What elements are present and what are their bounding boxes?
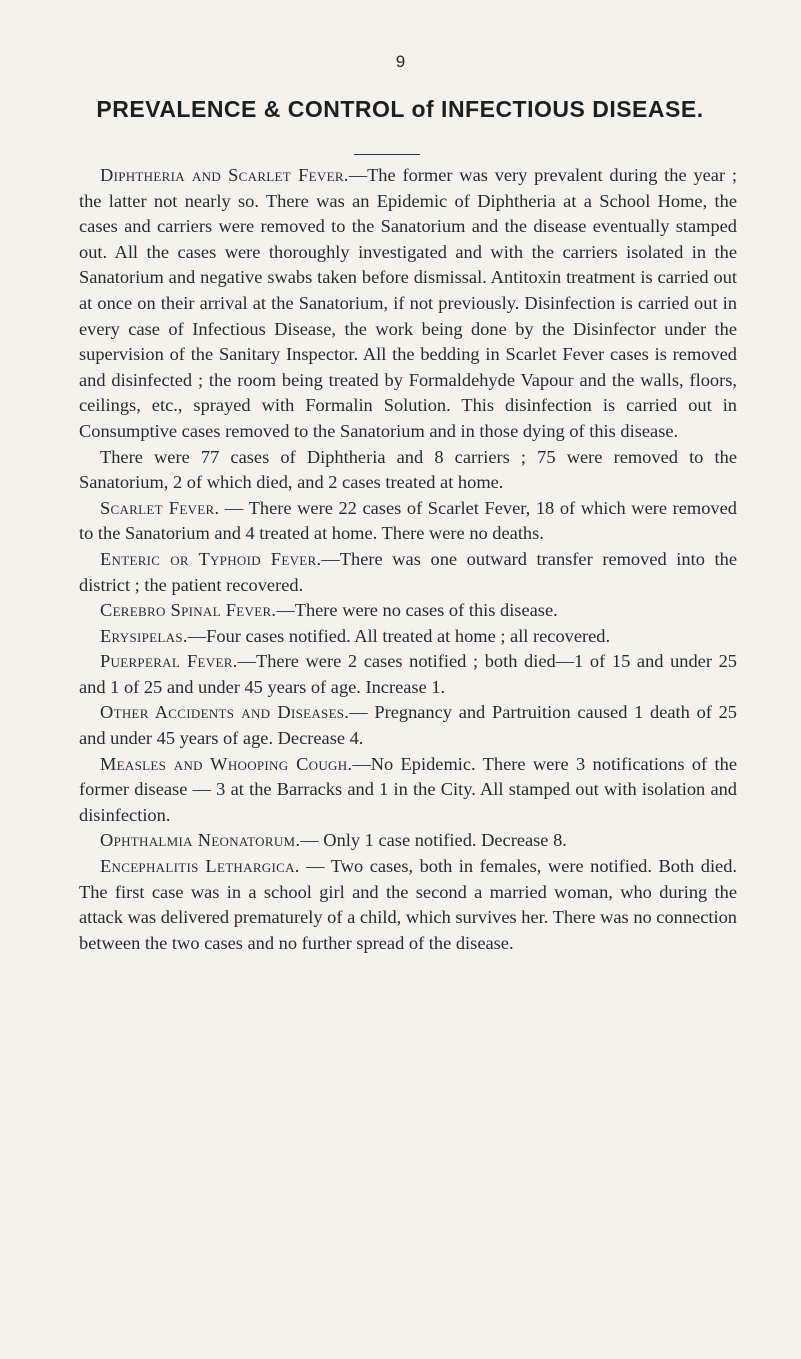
paragraph-text: —There was one outward transfer removed into the district ; the patient recovered. [79,548,738,595]
paragraph-text: — Only 1 case notified. Decrease 8. [300,830,567,851]
section-heading: Diphtheria and Scarlet Fever. [100,165,349,185]
paragraph-enteric-fever [79,547,737,598]
paragraph-diphtheria-cases [79,445,737,496]
paragraph-text: — There were 22 cases of Scarlet Fever, 18 of which were removed to the Sanatorium and 4 treated at home. There were no deaths. [79,497,737,544]
paragraph-puerperal-fever [79,649,737,700]
section-heading: Puerperal Fever. [100,651,238,672]
page-number: 9 [395,52,406,71]
paragraph-text: —No Epidemic. There were 3 notifications of the former disease — 3 at the Barracks and 1 in the City. All stamped out with isolation and disinfection. [79,753,737,825]
title-divider [354,154,420,155]
paragraph-text: — Two cases, both in females, were notified. Both died. The first case was in a school girl and the second a married woman, who during the attack was delivered prematurely of a child, which survives her. There was no connection between the two cases and no further spread of the disease. [79,856,738,953]
paragraph-cerebro-spinal [79,598,737,624]
paragraph-ophthalmia [79,828,737,854]
section-heading: Erysipelas. [100,625,188,646]
paragraph-text: — Pregnancy and Partruition caused 1 death of 25 and under 45 years of age. Decrease 4. [79,702,738,749]
section-heading: Cerebro Spinal Fever. [100,600,277,621]
section-heading: Measles and Whooping Cough. [100,753,353,774]
paragraph-other-accidents [79,700,737,751]
paragraph-erysipelas [79,624,737,650]
paragraph-text: —The former was very prevalent during the year ; the latter not nearly so. There was an Epidemic of Diphtheria at a School Home, the cases and carriers were removed to the Sanatorium and the disease eventually stamped out. All the cases were thoroughly investigated and with the carriers isolated in the Sanatorium and negative swabs taken before dismissal. Antitoxin treatment is carried out at once on their arrival at the Sanatorium, if not previously. Disinfection is carried out in every case of Infectious Disease, the work being done by the Disinfector under the supervision of the Sanitary Inspector. All the bedding in Scarlet Fever cases is removed and disinfected ; the room being treated by Formaldehyde Vapour and the walls, floors, ceilings, etc., sprayed with Formalin Solution. This disinfection is carried out in Consumptive cases removed to the Sanatorium and in those dying of this disease. [79,165,737,441]
section-heading: Other Accidents and Diseases. [100,702,350,723]
paragraph-text: —Four cases notified. All treated at home ; all recovered. [187,625,611,646]
paragraph-text: —There were no cases of this disease. [276,600,558,621]
paragraph-measles-whooping [79,752,737,829]
paragraph-encephalitis [79,854,737,956]
paragraph-text: There were 77 cases of Diphtheria and 8 carriers ; 75 were removed to the Sanatorium, 2 of which died, and 2 cases treated at home. [79,446,737,493]
paragraph-scarlet-fever [79,496,737,547]
paragraph-text: —There were 2 cases notified ; both died—1 of 15 and under 25 and 1 of 25 and under 45 years of age. Increase 1. [79,651,737,697]
paragraph-diphtheria-scarlet [79,163,737,445]
page-title: PREVALENCE & CONTROL of INFECTIOUS DISEASE. [96,96,704,123]
section-heading: Scarlet Fever. [100,497,220,518]
report-body [79,163,737,956]
section-heading: Ophthalmia Neonatorum. [100,830,301,851]
section-heading: Enteric or Typhoid Fever. [100,548,322,569]
section-heading: Encephalitis Lethargica. [100,856,300,877]
